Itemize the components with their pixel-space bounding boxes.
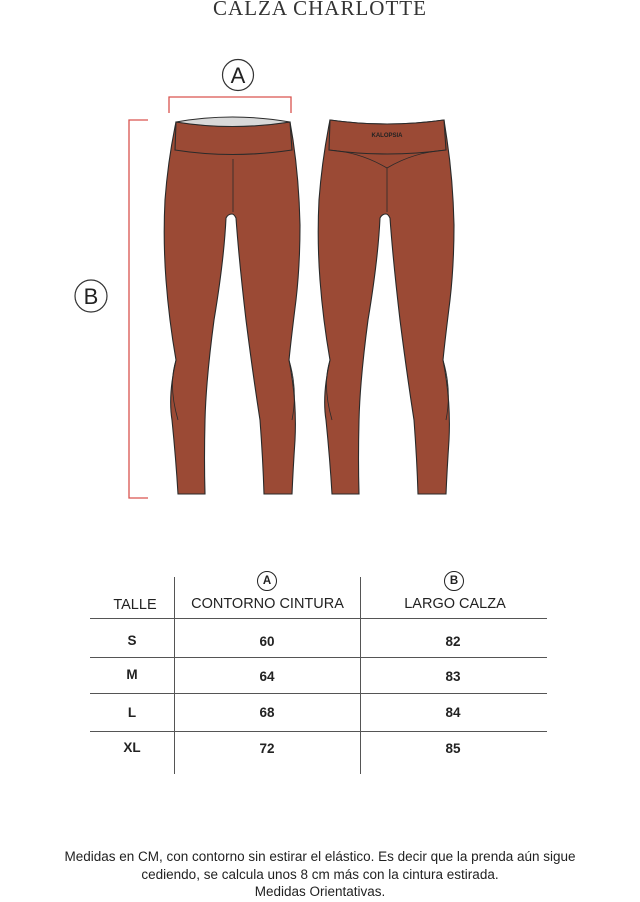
- length-cell: 83: [445, 669, 461, 684]
- length-cell: 82: [445, 634, 461, 649]
- table-rule: [90, 657, 547, 658]
- table-rule: [90, 693, 547, 694]
- marker-b-label: B: [83, 284, 99, 309]
- size-cell: M: [126, 667, 138, 682]
- header-contorno-cintura: CONTORNO CINTURA: [191, 596, 344, 612]
- waist-cell: 64: [259, 669, 275, 684]
- note-line-3: Medidas Orientativas.: [254, 884, 386, 899]
- header-largo-calza: LARGO CALZA: [404, 596, 506, 612]
- waist-cell: 68: [259, 705, 275, 720]
- table-rule: [90, 731, 547, 732]
- measurement-note: [0, 848, 640, 901]
- size-cell: L: [127, 705, 137, 720]
- brand-label: KALOPSIA: [371, 133, 403, 139]
- dimension-a-line: [169, 97, 291, 113]
- header-talle: TALLE: [113, 597, 157, 613]
- leggings-back-body: [318, 120, 454, 494]
- size-cell: XL: [123, 740, 141, 755]
- column-b-marker: B: [444, 571, 464, 591]
- leggings-front-body: [164, 122, 300, 494]
- column-a-marker: A: [257, 571, 277, 591]
- marker-a-label: A: [230, 63, 246, 88]
- note-line-1: Medidas en CM, con contorno sin estirar el elástico. Es decir que la prenda aún sigue: [64, 849, 576, 864]
- size-cell: S: [127, 633, 137, 648]
- waist-cell: 60: [259, 634, 275, 649]
- dimension-a: [169, 60, 291, 114]
- length-cell: 85: [445, 741, 461, 756]
- table-rule: [90, 618, 547, 619]
- page-title: CALZA CHARLOTTE: [213, 0, 427, 20]
- leggings-front: [164, 117, 300, 494]
- length-cell: 84: [445, 705, 461, 720]
- leggings-back: [318, 120, 454, 494]
- note-line-2: cediendo, se calcula unos 8 cm más con la cintura estirada.: [141, 866, 499, 882]
- waist-cell: 72: [259, 741, 275, 756]
- dimension-b: [75, 120, 148, 498]
- dimension-b-line: [129, 120, 148, 498]
